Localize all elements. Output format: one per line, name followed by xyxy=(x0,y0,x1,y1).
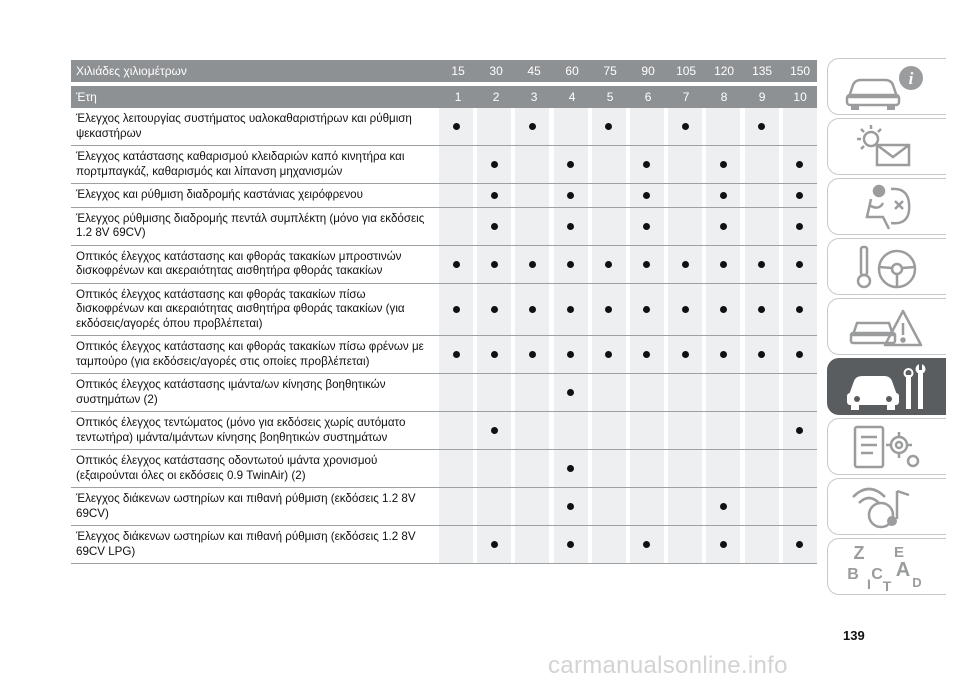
check-dot-icon xyxy=(567,389,574,396)
check-dot-icon xyxy=(491,427,498,434)
schedule-cell xyxy=(745,412,779,449)
table-row xyxy=(71,526,817,564)
table-body xyxy=(71,108,817,564)
header-kilometers-label: Χιλιάδες χιλιομέτρων xyxy=(76,64,187,78)
schedule-cell xyxy=(592,184,626,207)
schedule-cell xyxy=(745,284,779,336)
schedule-cell xyxy=(477,526,511,563)
schedule-cell xyxy=(745,374,779,411)
tab-safety[interactable] xyxy=(827,178,946,235)
schedule-cell xyxy=(592,412,626,449)
table-row xyxy=(71,184,817,208)
schedule-cell xyxy=(439,336,473,373)
header-km-cell: 75 xyxy=(593,60,627,82)
index-letter: A xyxy=(895,558,911,581)
schedule-cell xyxy=(592,374,626,411)
schedule-cell xyxy=(554,526,588,563)
check-dot-icon xyxy=(758,306,765,313)
header-kilometers-row xyxy=(71,60,817,82)
schedule-cell xyxy=(668,450,702,487)
check-dot-icon xyxy=(529,123,536,130)
schedule-cell xyxy=(783,526,817,563)
schedule-cell xyxy=(706,108,740,145)
check-dot-icon xyxy=(453,351,460,358)
schedule-cell xyxy=(668,184,702,207)
schedule-cell xyxy=(745,208,779,245)
check-dot-icon xyxy=(567,161,574,168)
schedule-cell xyxy=(477,412,511,449)
check-dot-icon xyxy=(567,223,574,230)
check-dot-icon xyxy=(567,503,574,510)
schedule-cell xyxy=(668,488,702,525)
index-letter: D xyxy=(912,574,922,590)
schedule-cell xyxy=(630,336,664,373)
schedule-cell xyxy=(515,526,549,563)
header-years-label: Έτη xyxy=(76,90,97,104)
schedule-cell xyxy=(554,488,588,525)
row-description: Οπτικός έλεγχος κατάστασης και φθοράς τακακίων πίσω δισκοφρένων και ακεραιότητας αισθητήρα φθοράς τακακίων (για εκδόσεις/αγορές όπου προβλέπεται) xyxy=(76,287,405,330)
header-year-cell: 5 xyxy=(593,86,627,108)
check-dot-icon xyxy=(643,351,650,358)
schedule-cell xyxy=(592,526,626,563)
check-dot-icon xyxy=(796,351,803,358)
schedule-cell xyxy=(554,374,588,411)
page-number: 139 xyxy=(843,628,865,643)
schedule-cell xyxy=(668,412,702,449)
schedule-cell xyxy=(477,374,511,411)
schedule-cell xyxy=(439,184,473,207)
safety-airbag-icon xyxy=(839,181,935,233)
check-dot-icon xyxy=(682,261,689,268)
check-dot-icon xyxy=(682,306,689,313)
check-dot-icon xyxy=(720,306,727,313)
check-dot-icon xyxy=(491,192,498,199)
schedule-cell xyxy=(515,246,549,283)
schedule-cell xyxy=(668,108,702,145)
index-letter: B xyxy=(847,565,859,583)
header-year-cell: 10 xyxy=(783,86,817,108)
check-dot-icon xyxy=(529,261,536,268)
schedule-cell xyxy=(630,450,664,487)
schedule-cell xyxy=(706,374,740,411)
schedule-cell xyxy=(592,246,626,283)
key-steering-wheel-icon xyxy=(839,241,935,293)
schedule-cell xyxy=(630,526,664,563)
check-dot-icon xyxy=(567,351,574,358)
tab-technical-data[interactable] xyxy=(827,418,946,475)
multimedia-icon xyxy=(839,481,935,533)
schedule-cell xyxy=(783,374,817,411)
schedule-cell xyxy=(515,374,549,411)
schedule-cell xyxy=(783,488,817,525)
schedule-cell xyxy=(630,284,664,336)
schedule-cell xyxy=(439,284,473,336)
row-description: Οπτικός έλεγχος τεντώματος (μόνο για εκδόσεις χωρίς αυτόματο τεντωτήρα) ιμάντα/ιμάντων κίνησης βοηθητικών συστημάτων xyxy=(76,416,406,444)
check-dot-icon xyxy=(720,351,727,358)
schedule-cell xyxy=(439,526,473,563)
header-km-cell: 30 xyxy=(479,60,513,82)
schedule-cell xyxy=(592,208,626,245)
schedule-cell xyxy=(554,284,588,336)
check-dot-icon xyxy=(529,306,536,313)
check-dot-icon xyxy=(491,261,498,268)
schedule-cell xyxy=(668,246,702,283)
header-year-cell: 3 xyxy=(517,86,551,108)
check-dot-icon xyxy=(720,503,727,510)
check-dot-icon xyxy=(796,161,803,168)
schedule-cell xyxy=(630,488,664,525)
schedule-cell xyxy=(439,208,473,245)
schedule-cell xyxy=(515,146,549,183)
header-km-cell: 45 xyxy=(517,60,551,82)
table-row xyxy=(71,208,817,246)
schedule-cell xyxy=(745,146,779,183)
alphabetical-index-icon xyxy=(839,541,935,593)
schedule-cell xyxy=(477,208,511,245)
schedule-cell xyxy=(706,284,740,336)
check-dot-icon xyxy=(491,223,498,230)
tab-multimedia[interactable] xyxy=(827,478,946,535)
row-description: Έλεγχος και ρύθμιση διαδρομής καστάνιας χειρόφρενου xyxy=(76,188,363,201)
schedule-cell xyxy=(477,336,511,373)
check-dot-icon xyxy=(453,123,460,130)
schedule-cell xyxy=(592,108,626,145)
row-description: Έλεγχος λειτουργίας συστήματος υαλοκαθαριστήρων και ρύθμιση ψεκαστήρων xyxy=(76,112,412,140)
check-dot-icon xyxy=(491,351,498,358)
check-dot-icon xyxy=(643,161,650,168)
schedule-cell xyxy=(706,488,740,525)
schedule-cell xyxy=(783,246,817,283)
check-dot-icon xyxy=(605,351,612,358)
chapter-tabs xyxy=(827,58,946,598)
schedule-cell xyxy=(477,146,511,183)
schedule-cell xyxy=(706,412,740,449)
car-info-icon xyxy=(839,61,935,113)
check-dot-icon xyxy=(796,192,803,199)
check-dot-icon xyxy=(682,123,689,130)
table-row xyxy=(71,146,817,184)
schedule-cell xyxy=(439,412,473,449)
table-row xyxy=(71,284,817,337)
schedule-cell xyxy=(783,208,817,245)
row-description: Έλεγχος ρύθμισης διαδρομής πεντάλ συμπλέκτη (μόνο για εκδόσεις 1.2 8V 69CV) xyxy=(76,211,425,239)
schedule-cell xyxy=(668,336,702,373)
table-row xyxy=(71,108,817,146)
row-description: Έλεγχος διάκενων ωστηρίων και πιθανή ρύθμιση (εκδόσεις 1.2 8V 69CV LPG) xyxy=(76,530,416,558)
check-dot-icon xyxy=(720,192,727,199)
schedule-cell xyxy=(515,208,549,245)
schedule-cell xyxy=(515,336,549,373)
tab-car-info[interactable] xyxy=(827,58,946,115)
schedule-cell xyxy=(554,450,588,487)
check-dot-icon xyxy=(491,161,498,168)
technical-data-icon xyxy=(839,421,935,473)
header-km-cell: 60 xyxy=(555,60,589,82)
index-letter: I xyxy=(867,575,871,592)
schedule-cell xyxy=(554,208,588,245)
schedule-cell xyxy=(706,526,740,563)
check-dot-icon xyxy=(605,261,612,268)
schedule-cell xyxy=(554,146,588,183)
schedule-cell xyxy=(630,412,664,449)
check-dot-icon xyxy=(567,261,574,268)
header-km-cell: 105 xyxy=(669,60,703,82)
check-dot-icon xyxy=(758,261,765,268)
check-dot-icon xyxy=(605,123,612,130)
index-letter: C xyxy=(871,565,883,583)
table-row xyxy=(71,488,817,526)
check-dot-icon xyxy=(643,306,650,313)
schedule-cell xyxy=(668,526,702,563)
schedule-cell xyxy=(554,246,588,283)
schedule-cell xyxy=(706,336,740,373)
schedule-cell xyxy=(515,108,549,145)
check-dot-icon xyxy=(796,261,803,268)
row-description: Οπτικός έλεγχος κατάστασης και φθοράς τακακίων πίσω φρένων με ταμπούρο (για εκδόσεις/αγορές στις οποίες προβλέπεται) xyxy=(76,340,424,368)
warning-lights-icon xyxy=(839,121,935,173)
table-row xyxy=(71,412,817,450)
header-km-cell: 135 xyxy=(745,60,779,82)
header-year-cell: 4 xyxy=(555,86,589,108)
schedule-cell xyxy=(745,246,779,283)
schedule-cell xyxy=(668,374,702,411)
tab-emergency[interactable] xyxy=(827,298,946,355)
header-km-cell: 15 xyxy=(441,60,475,82)
check-dot-icon xyxy=(796,306,803,313)
schedule-cell xyxy=(783,284,817,336)
schedule-cell xyxy=(745,184,779,207)
schedule-cell xyxy=(630,108,664,145)
schedule-cell xyxy=(630,146,664,183)
check-dot-icon xyxy=(643,261,650,268)
schedule-cell xyxy=(706,184,740,207)
schedule-cell xyxy=(477,246,511,283)
schedule-cell xyxy=(745,488,779,525)
schedule-cell xyxy=(783,336,817,373)
schedule-cell xyxy=(706,146,740,183)
check-dot-icon xyxy=(567,465,574,472)
check-dot-icon xyxy=(758,351,765,358)
header-year-cell: 8 xyxy=(707,86,741,108)
schedule-cell xyxy=(668,284,702,336)
header-km-cell: 90 xyxy=(631,60,665,82)
check-dot-icon xyxy=(720,161,727,168)
schedule-cell xyxy=(439,246,473,283)
schedule-cell xyxy=(554,412,588,449)
tab-maintenance[interactable] xyxy=(827,358,946,415)
check-dot-icon xyxy=(643,541,650,548)
schedule-cell xyxy=(745,336,779,373)
schedule-cell xyxy=(783,412,817,449)
schedule-cell xyxy=(515,284,549,336)
schedule-cell xyxy=(515,412,549,449)
table-row xyxy=(71,374,817,412)
header-years-row xyxy=(71,86,817,108)
schedule-cell xyxy=(477,184,511,207)
index-letter: T xyxy=(882,577,892,593)
check-dot-icon xyxy=(605,306,612,313)
check-dot-icon xyxy=(796,223,803,230)
schedule-cell xyxy=(706,450,740,487)
schedule-cell xyxy=(668,146,702,183)
schedule-cell xyxy=(783,146,817,183)
schedule-cell xyxy=(745,526,779,563)
schedule-cell xyxy=(745,108,779,145)
schedule-cell xyxy=(630,208,664,245)
check-dot-icon xyxy=(567,192,574,199)
schedule-cell xyxy=(477,284,511,336)
schedule-cell xyxy=(668,208,702,245)
schedule-cell xyxy=(439,450,473,487)
schedule-cell xyxy=(592,488,626,525)
header-year-cell: 6 xyxy=(631,86,665,108)
schedule-cell xyxy=(439,374,473,411)
check-dot-icon xyxy=(491,541,498,548)
schedule-cell xyxy=(592,450,626,487)
table-row xyxy=(71,336,817,374)
check-dot-icon xyxy=(453,306,460,313)
tab-warning-lights[interactable] xyxy=(827,118,946,175)
table-row xyxy=(71,450,817,488)
check-dot-icon xyxy=(720,541,727,548)
check-dot-icon xyxy=(529,351,536,358)
check-dot-icon xyxy=(491,306,498,313)
watermark: carmanualsonline.info xyxy=(548,652,788,679)
schedule-cell xyxy=(783,108,817,145)
index-letter: Z xyxy=(853,542,865,563)
schedule-cell xyxy=(783,450,817,487)
emergency-breakdown-icon xyxy=(839,301,935,353)
schedule-cell xyxy=(477,488,511,525)
check-dot-icon xyxy=(567,306,574,313)
check-dot-icon xyxy=(453,261,460,268)
schedule-cell xyxy=(439,146,473,183)
schedule-cell xyxy=(630,374,664,411)
tab-index[interactable] xyxy=(827,538,946,595)
maintenance-table xyxy=(71,60,817,564)
schedule-cell xyxy=(515,184,549,207)
check-dot-icon xyxy=(720,223,727,230)
schedule-cell xyxy=(783,184,817,207)
table-row xyxy=(71,246,817,284)
schedule-cell xyxy=(439,488,473,525)
check-dot-icon xyxy=(567,541,574,548)
svg-text:i: i xyxy=(908,68,914,88)
header-year-cell: 1 xyxy=(441,86,475,108)
schedule-cell xyxy=(630,184,664,207)
check-dot-icon xyxy=(682,351,689,358)
schedule-cell xyxy=(592,284,626,336)
schedule-cell xyxy=(515,450,549,487)
schedule-cell xyxy=(477,450,511,487)
schedule-cell xyxy=(630,246,664,283)
car-maintenance-icon xyxy=(839,361,935,413)
check-dot-icon xyxy=(643,223,650,230)
schedule-cell xyxy=(592,336,626,373)
check-dot-icon xyxy=(796,427,803,434)
schedule-cell xyxy=(554,184,588,207)
schedule-cell xyxy=(706,246,740,283)
row-description: Οπτικός έλεγχος κατάστασης ιμάντα/ων κίνησης βοηθητικών συστημάτων (2) xyxy=(76,378,386,406)
row-description: Έλεγχος κατάστασης καθαρισμού κλειδαριών καπό κινητήρα και πορτμπαγκάζ, καθαρισμός και λίπανση μηχανισμών xyxy=(76,150,405,178)
header-km-cell: 150 xyxy=(783,60,817,82)
check-dot-icon xyxy=(758,123,765,130)
row-description: Οπτικός έλεγχος κατάστασης οδοντωτού ιμάντα χρονισμού (εξαιρούνται όλες οι εκδόσεις 0.9 TwinAir) (2) xyxy=(76,454,378,482)
header-km-cell: 120 xyxy=(707,60,741,82)
schedule-cell xyxy=(554,336,588,373)
schedule-cell xyxy=(477,108,511,145)
check-dot-icon xyxy=(643,192,650,199)
check-dot-icon xyxy=(720,261,727,268)
header-year-cell: 2 xyxy=(479,86,513,108)
check-dot-icon xyxy=(796,541,803,548)
index-letter: E xyxy=(893,543,905,561)
schedule-cell xyxy=(554,108,588,145)
schedule-cell xyxy=(592,146,626,183)
row-description: Οπτικός έλεγχος κατάστασης και φθοράς τακακίων μπροστινών δισκοφρένων και ακεραιότητας αισθητήρα φθοράς τακακίων xyxy=(76,249,402,277)
schedule-cell xyxy=(439,108,473,145)
header-year-cell: 9 xyxy=(745,86,779,108)
row-description: Έλεγχος διάκενων ωστηρίων και πιθανή ρύθμιση (εκδόσεις 1.2 8V 69CV) xyxy=(76,492,416,520)
schedule-cell xyxy=(706,208,740,245)
tab-starting-driving[interactable] xyxy=(827,238,946,295)
header-year-cell: 7 xyxy=(669,86,703,108)
schedule-cell xyxy=(515,488,549,525)
schedule-cell xyxy=(745,450,779,487)
